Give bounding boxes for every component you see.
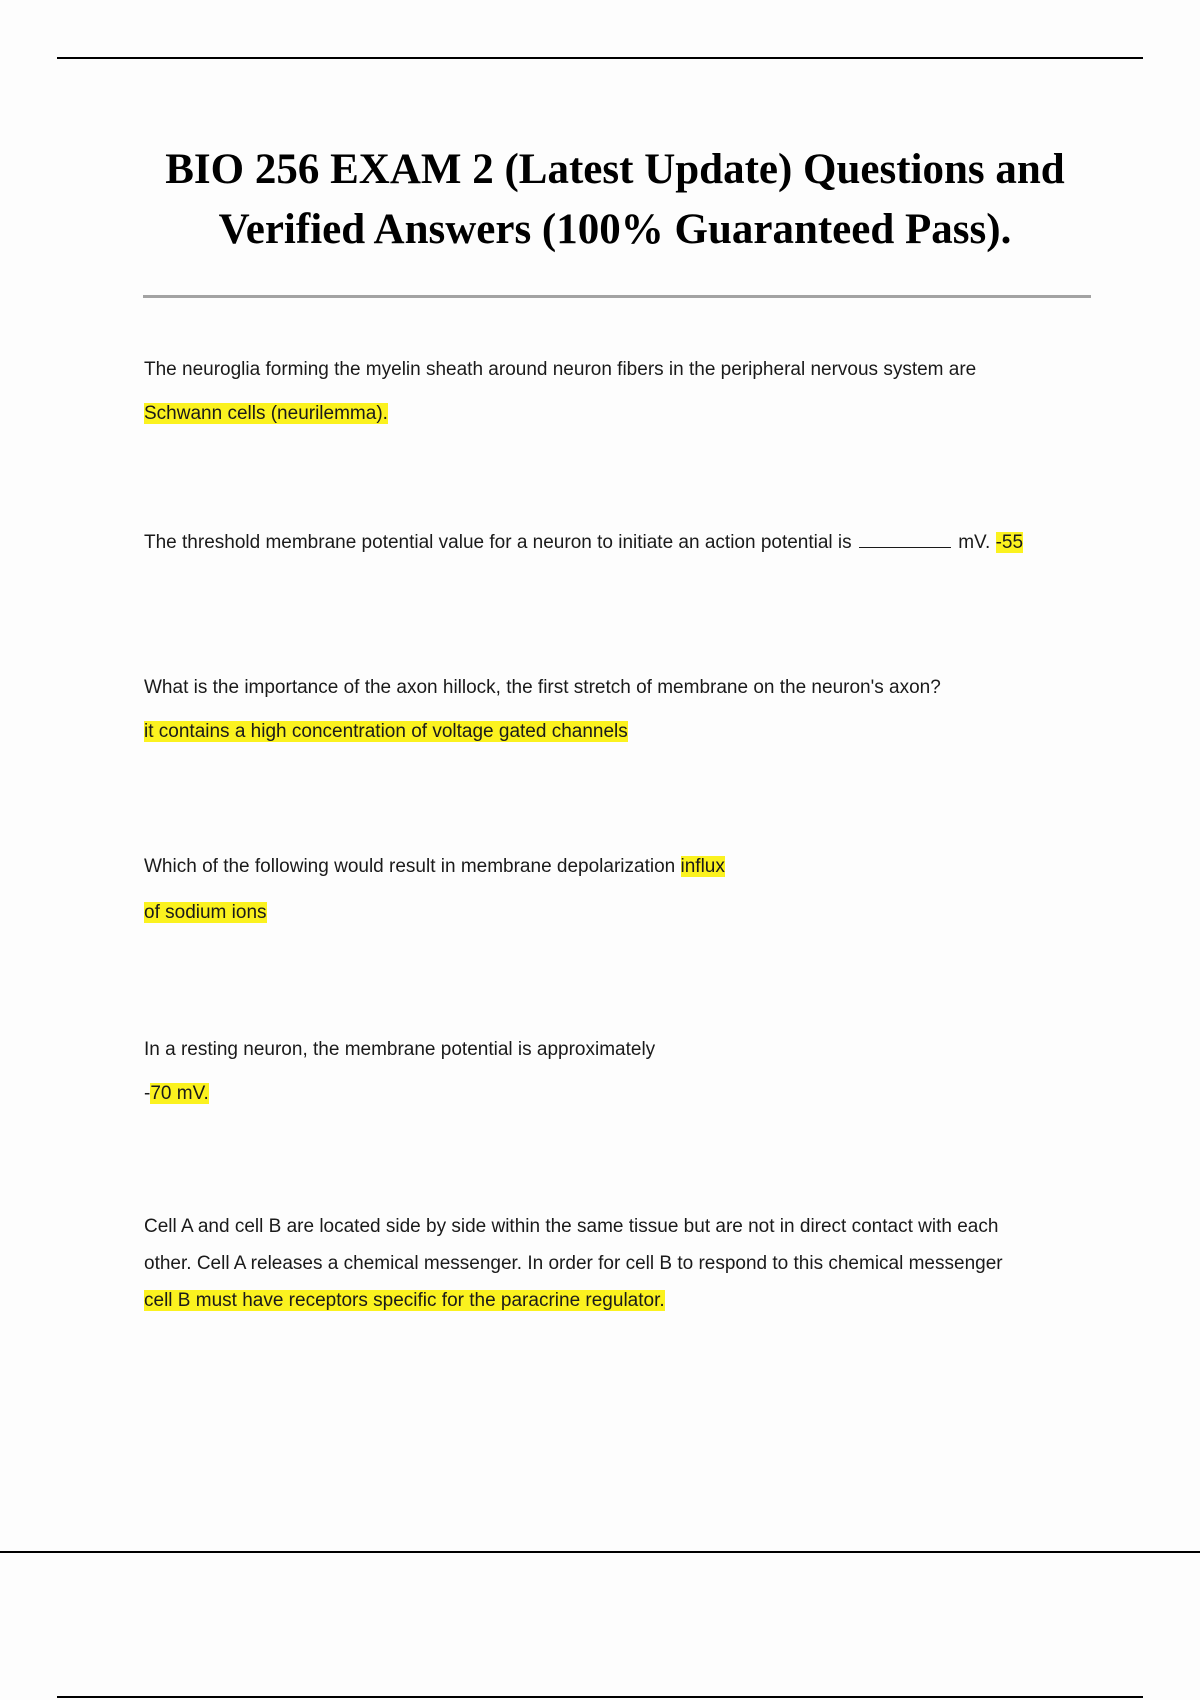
answer-highlight: cell B must have receptors specific for the paracrine regulator. [144, 1290, 665, 1311]
qa-item [144, 1208, 1104, 1319]
footer-rule [0, 1551, 1200, 1553]
qa-item [144, 348, 1104, 436]
page-bottom-rule [57, 1696, 1143, 1698]
answer-prefix: - [144, 1083, 151, 1104]
question-text: The neuroglia forming the myelin sheath around neuron fibers in the peripheral nervous system are [144, 359, 977, 380]
qa-item [144, 1028, 1104, 1116]
qa-item [144, 528, 1104, 558]
title-line-2: Verified Answers (100% Guaranteed Pass). [218, 206, 1012, 253]
fill-in-blank [859, 531, 951, 548]
question-text: Which of the following would result in membrane depolarization [144, 856, 676, 877]
document-title [100, 140, 1130, 260]
answer-highlight: 70 mV. [150, 1083, 209, 1104]
answer-highlight-continued: of sodium ions [144, 902, 267, 923]
question-unit: mV. [958, 532, 991, 553]
answer-highlight: influx [680, 856, 725, 877]
title-line-1: BIO 256 EXAM 2 (Latest Update) Questions and [165, 146, 1065, 193]
header-rule [57, 57, 1143, 59]
qa-item [144, 666, 1104, 754]
question-text-line-1: Cell A and cell B are located side by side within the same tissue but are not in direct contact with each [144, 1216, 999, 1237]
qa-item [144, 844, 1104, 936]
question-text: The threshold membrane potential value for a neuron to initiate an action potential is [144, 532, 852, 553]
answer-highlight: -55 [995, 532, 1024, 553]
question-text-line-2: other. Cell A releases a chemical messenger. In order for cell B to respond to this chemical messenger [144, 1253, 1003, 1274]
question-text: What is the importance of the axon hillock, the first stretch of membrane on the neuron's axon? [144, 677, 941, 698]
answer-highlight: Schwann cells (neurilemma). [144, 403, 388, 424]
question-text: In a resting neuron, the membrane potential is approximately [144, 1039, 656, 1060]
answer-highlight: it contains a high concentration of voltage gated channels [144, 721, 628, 742]
title-divider [143, 295, 1091, 298]
